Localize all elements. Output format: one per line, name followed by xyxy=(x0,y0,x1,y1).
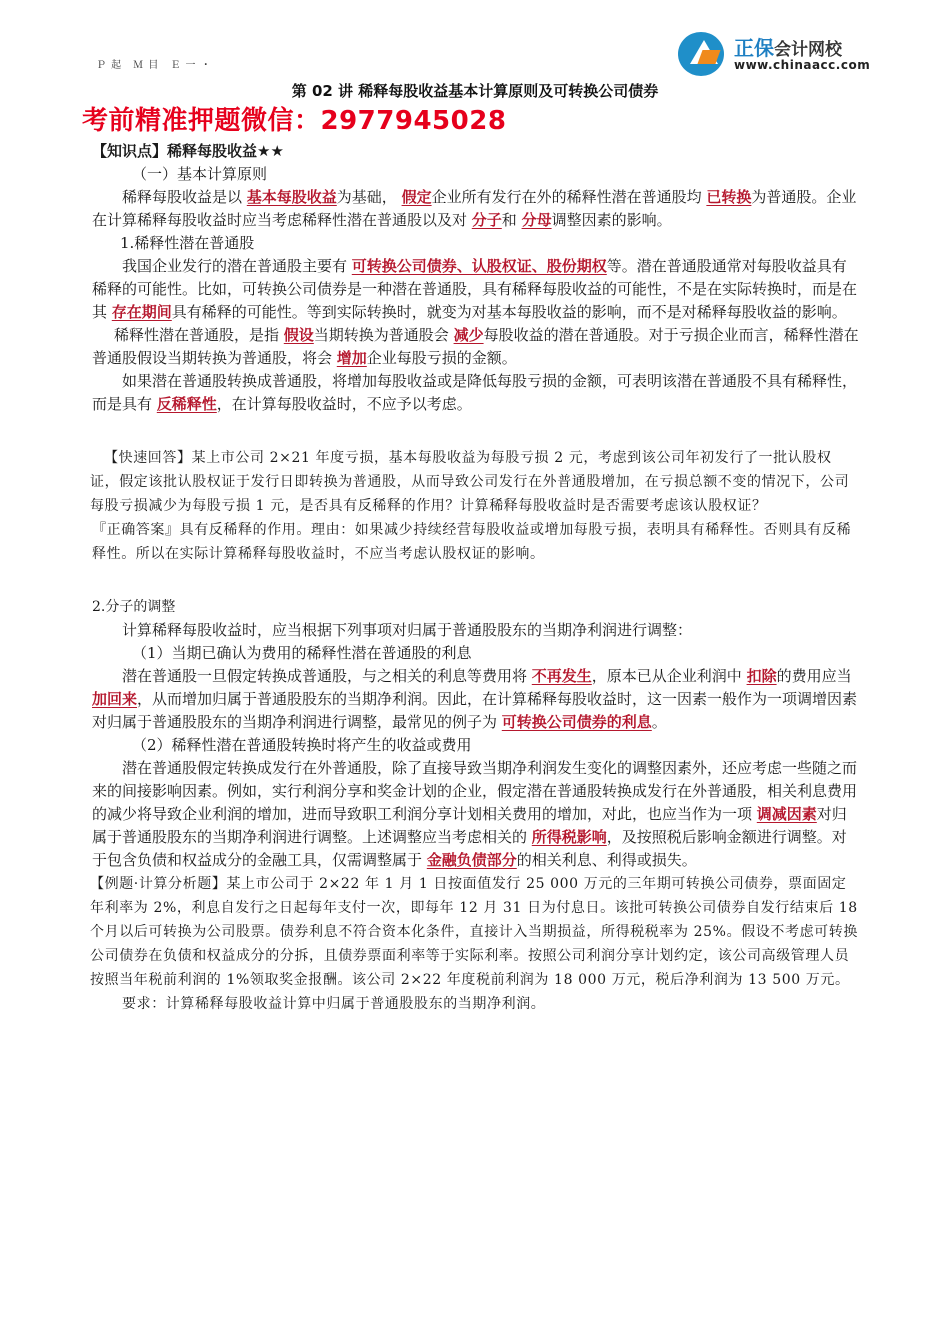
paragraph-antidilutive: 如果潜在普通股转换成普通股，将增加每股收益或是降低每股亏损的金额，可表明该潜在普通股不具有稀释性，而是具有 反稀释性，在计算每股收益时，不应予以考虑。 xyxy=(92,372,858,413)
subheading-basic-principle: （一）基本计算原则 xyxy=(132,165,268,183)
logo-brand: 正保会计网校 xyxy=(734,36,842,60)
paragraph-income-expense: 潜在普通股假定转换成发行在外普通股，除了直接导致当期净利润发生变化的调整因素外，还应考虑一些随之而来的间接影响因素。例如，实行利润分享和奖金计划的企业，假定潜在普通股转换成发行在外普通股，相关利息费用的减少将导致企业利润的增加，进而导致职工利润分享计划相关费用的增加，对此，也应当作为一项 调减因素对归属于普通股股东的当期净利润进行调整。上述调整应当考虑相关的 所得税影响，及按照税后影响金额进行调整。对于包含负债和权益成分的金融工具，仅需调整属于 金融负债部分的相关利息、利得或损失。 xyxy=(92,759,858,869)
header-mark: Ｐ 起 Ｍ 目 Ｅ 一 ・ xyxy=(96,60,212,71)
quick-question: 【快速回答】某上市公司 2×21 年度亏损，基本每股收益为每股亏损 2 元，考虑到该公司年初发行了一批认股权证，假定该批认股权证于发行日即转换为普通股，从而导致公司发行在外普通股增加，在亏损总额不变的情况下，公司每股亏损减少为每股亏损 1 元，是否具有反稀释的作用？计算稀释每股收益时是否需要考虑该认股权证？ xyxy=(90,450,850,514)
paragraph-potential-shares: 我国企业发行的潜在普通股主要有 可转换公司债券、认股权证、股份期权等。潜在普通股通常对每股收益具有稀释的可能性。比如，可转换公司债券是一种潜在普通股，具有稀释每股收益的可能性，不是在实际转换时，而是在其 存在期间具有稀释的可能性。等到实际转换时，就变为对基本每股收益的影响，而不是对稀释每股收益的影响。 xyxy=(92,257,858,321)
subheading-numerator: 2.分子的调整 xyxy=(92,599,176,615)
lecture-title: 第 02 讲 稀释每股收益基本计算原则及可转换公司债券 xyxy=(291,82,659,100)
example-problem: 【例题·计算分析题】某上市公司于 2×22 年 1 月 1 日按面值发行 25 000 万元的三年期可转换公司债券，票面固定年利率为 2%，利息自发行之日起每年支付一次，即每年 12 月 31 日为付息日。该批可转换公司债券自发行结束后 18 个月以后可转换为公司股票。债券利息不符合资本化条件，直接计入当期损益，所得税税率为 25%。假设不考虑可转换公司债券在负债和权益成分的分拆，且债券票面利率等于实际利率。按照公司利润分享计划约定，该公司高级管理人员按照当年税前利润的 1%领取奖金报酬。该公司 2×22 年度税前利润为 18 000 万元，税后净利润为 13 500 万元。 xyxy=(90,876,858,988)
paragraph-interest: 潜在普通股一旦假定转换成普通股，与之相关的利息等费用将 不再发生，原本已从企业利润中 扣除的费用应当 加回来，从而增加归属于普通股股东的当期净利润。因此，在计算稀释每股收益时，这一因素一般作为一项调增因素对归属于普通股股东的当期净利润进行调整，最常见的例子为 可转换公司债券的利息。 xyxy=(92,667,858,731)
subheading-interest: （1）当期已确认为费用的稀释性潜在普通股的利息 xyxy=(132,644,472,662)
quick-answer: 『正确答案』具有反稀释的作用。理由：如果减少持续经营每股收益或增加每股亏损，表明具有稀释性。否则具有反稀释性。所以在实际计算稀释每股收益时，不应当考虑认股权证的影响。 xyxy=(92,522,852,562)
promo-banner: 考前精准押题微信：2977945028 xyxy=(82,106,507,136)
example-requirement: 要求：计算稀释每股收益计算中归属于普通股股东的当期净利润。 xyxy=(122,996,546,1012)
document-body xyxy=(92,140,860,1016)
subheading-income-expense: （2）稀释性潜在普通股转换时将产生的收益或费用 xyxy=(132,736,472,754)
paragraph-definition: 稀释每股收益是以 基本每股收益为基础， 假定企业所有发行在外的稀释性潜在普通股均 已转换为普通股。企业在计算稀释每股收益时应当考虑稀释性潜在普通股以及对 分子和 分母调整因素的影响。 xyxy=(92,188,857,229)
logo-url: www.chinaacc.com xyxy=(734,58,871,72)
knowledge-heading: 【知识点】稀释每股收益★★ xyxy=(92,142,284,160)
paragraph-dilutive: 稀释性潜在普通股，是指 假设当期转换为普通股会 减少每股收益的潜在普通股。对于亏损企业而言，稀释性潜在普通股假设当期转换为普通股，将会 增加企业每股亏损的金额。 xyxy=(92,326,859,367)
chinaacc-logo[interactable] xyxy=(678,30,878,78)
paragraph-numerator-intro: 计算稀释每股收益时，应当根据下列事项对归属于普通股股东的当期净利润进行调整： xyxy=(122,621,693,639)
subheading-potential-shares: 1.稀释性潜在普通股 xyxy=(120,234,255,252)
